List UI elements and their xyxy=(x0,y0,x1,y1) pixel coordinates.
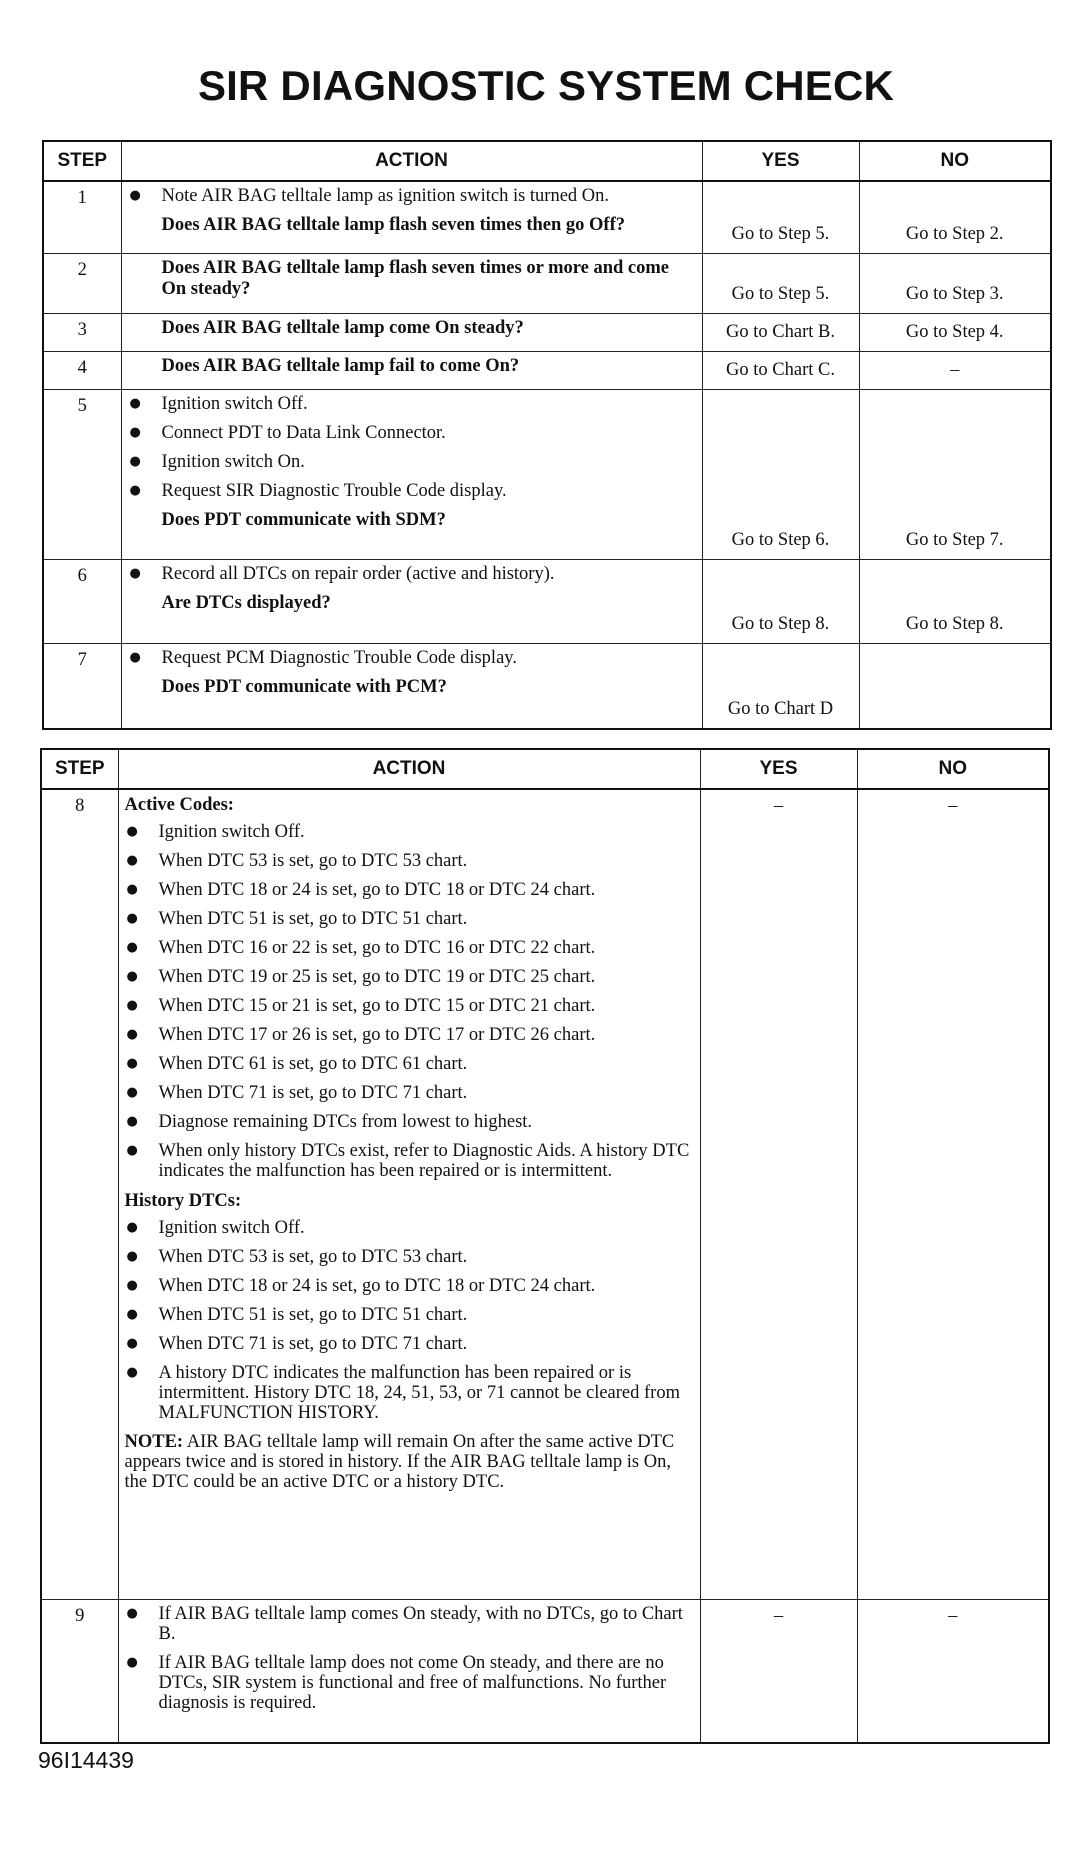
list-item: ● When DTC 71 is set, go to DTC 71 chart. xyxy=(119,1083,692,1103)
list-item: ● Diagnose remaining DTCs from lowest to highest. xyxy=(119,1112,692,1132)
list-item: ● Ignition switch Off. xyxy=(119,1218,692,1238)
step-number: 5 xyxy=(43,389,121,559)
header-yes: YES xyxy=(700,749,857,789)
step-number: 1 xyxy=(43,181,121,253)
action-cell xyxy=(121,181,702,253)
step-9-list xyxy=(119,1604,692,1713)
step-number: 4 xyxy=(43,351,121,389)
action-cell xyxy=(121,643,702,729)
action-cell xyxy=(118,789,700,1599)
step-number: 6 xyxy=(43,559,121,643)
yes-cell: – xyxy=(700,1599,857,1743)
active-codes-list xyxy=(119,822,692,1181)
history-dtcs-list xyxy=(119,1218,692,1423)
step-number: 9 xyxy=(41,1599,118,1743)
action-cell xyxy=(121,559,702,643)
table-row-step-1 xyxy=(43,181,1051,253)
table-row-step-2 xyxy=(43,253,1051,313)
step-number: 3 xyxy=(43,313,121,351)
list-item: ● Request SIR Diagnostic Trouble Code display. xyxy=(122,481,694,501)
diagnostic-table-steps-8-9 xyxy=(40,748,1050,1744)
header-no: NO xyxy=(859,141,1051,181)
no-cell: – xyxy=(859,351,1051,389)
list-item: ● Ignition switch Off. xyxy=(122,394,694,414)
list-item: ● When DTC 71 is set, go to DTC 71 chart. xyxy=(119,1334,692,1354)
list-item: ● When DTC 16 or 22 is set, go to DTC 16 or DTC 22 chart. xyxy=(119,938,692,958)
no-cell: Go to Step 3. xyxy=(859,253,1051,313)
yes-cell: Go to Chart C. xyxy=(702,351,859,389)
action-cell xyxy=(118,1599,700,1743)
list-item: ● When DTC 53 is set, go to DTC 53 chart. xyxy=(119,851,692,871)
list-item: ● Ignition switch On. xyxy=(122,452,694,472)
list-item: ● Request PCM Diagnostic Trouble Code display. xyxy=(122,648,694,668)
yes-cell: Go to Step 6. xyxy=(702,389,859,559)
yes-cell: Go to Step 5. xyxy=(702,181,859,253)
note-paragraph xyxy=(119,1432,692,1492)
list-item: ● When DTC 18 or 24 is set, go to DTC 18 or DTC 24 chart. xyxy=(119,880,692,900)
action-cell xyxy=(121,389,702,559)
yes-cell: Go to Chart B. xyxy=(702,313,859,351)
action-question: Are DTCs displayed? xyxy=(161,592,331,613)
table-header-row xyxy=(43,141,1051,181)
list-item: ● When only history DTCs exist, refer to Diagnostic Aids. A history DTC indicates the malfunction has been repaired or is intermittent. xyxy=(119,1141,692,1181)
header-step: STEP xyxy=(43,141,121,181)
header-action: ACTION xyxy=(121,141,702,181)
list-item: ● When DTC 17 or 26 is set, go to DTC 17 or DTC 26 chart. xyxy=(119,1025,692,1045)
list-item: ● When DTC 51 is set, go to DTC 51 chart. xyxy=(119,909,692,929)
no-cell: Go to Step 4. xyxy=(859,313,1051,351)
header-yes: YES xyxy=(702,141,859,181)
table-row-step-5 xyxy=(43,389,1051,559)
table-row-step-9 xyxy=(41,1599,1049,1743)
page-title: SIR DIAGNOSTIC SYSTEM CHECK xyxy=(197,62,895,109)
list-item: ● When DTC 51 is set, go to DTC 51 chart. xyxy=(119,1305,692,1325)
header-action: ACTION xyxy=(118,749,700,789)
step-number: 8 xyxy=(41,789,118,1599)
no-cell: Go to Step 2. xyxy=(859,181,1051,253)
no-cell: Go to Step 8. xyxy=(859,559,1051,643)
yes-cell: Go to Chart D xyxy=(702,643,859,729)
list-item: ● Note AIR BAG telltale lamp as ignition switch is turned On. xyxy=(122,186,694,206)
action-cell xyxy=(121,313,702,351)
note-label: NOTE: xyxy=(124,1432,184,1452)
yes-cell: Go to Step 5. xyxy=(702,253,859,313)
action-question: Does AIR BAG telltale lamp flash seven times then go Off? xyxy=(161,215,625,235)
list-item: ● A history DTC indicates the malfunction has been repaired or is intermittent. History DTC 18, 24, 51, 53, or 71 cannot be cleared from MALFUNCTION HISTORY. xyxy=(119,1363,692,1423)
active-codes-heading: Active Codes: xyxy=(124,795,234,815)
list-item: ● When DTC 61 is set, go to DTC 61 chart. xyxy=(119,1054,692,1074)
action-list xyxy=(122,186,694,206)
table-header-row xyxy=(41,749,1049,789)
table-row-step-6 xyxy=(43,559,1051,643)
yes-cell: Go to Step 8. xyxy=(702,559,859,643)
action-question: Does PDT communicate with SDM? xyxy=(161,509,446,530)
list-item: ● Connect PDT to Data Link Connector. xyxy=(122,423,694,443)
no-cell: – xyxy=(857,789,1049,1599)
no-cell xyxy=(859,643,1051,729)
no-cell: – xyxy=(857,1599,1049,1743)
action-question: Does AIR BAG telltale lamp flash seven times or more and come On steady? xyxy=(161,257,669,299)
list-item: ● Record all DTCs on repair order (active and history). xyxy=(122,564,694,584)
list-item: ● If AIR BAG telltale lamp does not come On steady, and there are no DTCs, SIR system is functional and free of malfunctions. No further diagnosis is required. xyxy=(119,1653,692,1713)
diagnostic-table-steps-1-7 xyxy=(42,140,1052,730)
list-item: ● When DTC 19 or 25 is set, go to DTC 19 or DTC 25 chart. xyxy=(119,967,692,987)
step-number: 2 xyxy=(43,253,121,313)
action-cell xyxy=(121,253,702,313)
table-row-step-3 xyxy=(43,313,1051,351)
table-row-step-4 xyxy=(43,351,1051,389)
yes-cell: – xyxy=(700,789,857,1599)
action-question: Does AIR BAG telltale lamp come On steady? xyxy=(161,317,524,338)
action-cell xyxy=(121,351,702,389)
list-item: ● If AIR BAG telltale lamp comes On steady, with no DTCs, go to Chart B. xyxy=(119,1604,692,1644)
header-step: STEP xyxy=(41,749,118,789)
action-question: Does PDT communicate with PCM? xyxy=(161,676,447,697)
list-item: ● When DTC 18 or 24 is set, go to DTC 18 or DTC 24 chart. xyxy=(119,1276,692,1296)
action-question: Does AIR BAG telltale lamp fail to come On? xyxy=(161,355,520,376)
header-no: NO xyxy=(857,749,1049,789)
action-list xyxy=(122,564,694,584)
step-number: 7 xyxy=(43,643,121,729)
action-list xyxy=(122,394,694,501)
action-list xyxy=(122,648,694,668)
history-dtcs-heading: History DTCs: xyxy=(124,1191,242,1211)
table-row-step-8 xyxy=(41,789,1049,1599)
list-item: ● When DTC 15 or 21 is set, go to DTC 15 or DTC 21 chart. xyxy=(119,996,692,1016)
table-row-step-7 xyxy=(43,643,1051,729)
list-item: ● When DTC 53 is set, go to DTC 53 chart. xyxy=(119,1247,692,1267)
figure-id: 96I14439 xyxy=(38,1747,134,1773)
list-item: ● Ignition switch Off. xyxy=(119,822,692,842)
note-text: AIR BAG telltale lamp will remain On after the same active DTC appears twice and is stored in history. If the AIR BAG telltale lamp is On, the DTC could be an active DTC or a history DTC. xyxy=(124,1432,675,1492)
no-cell: Go to Step 7. xyxy=(859,389,1051,559)
